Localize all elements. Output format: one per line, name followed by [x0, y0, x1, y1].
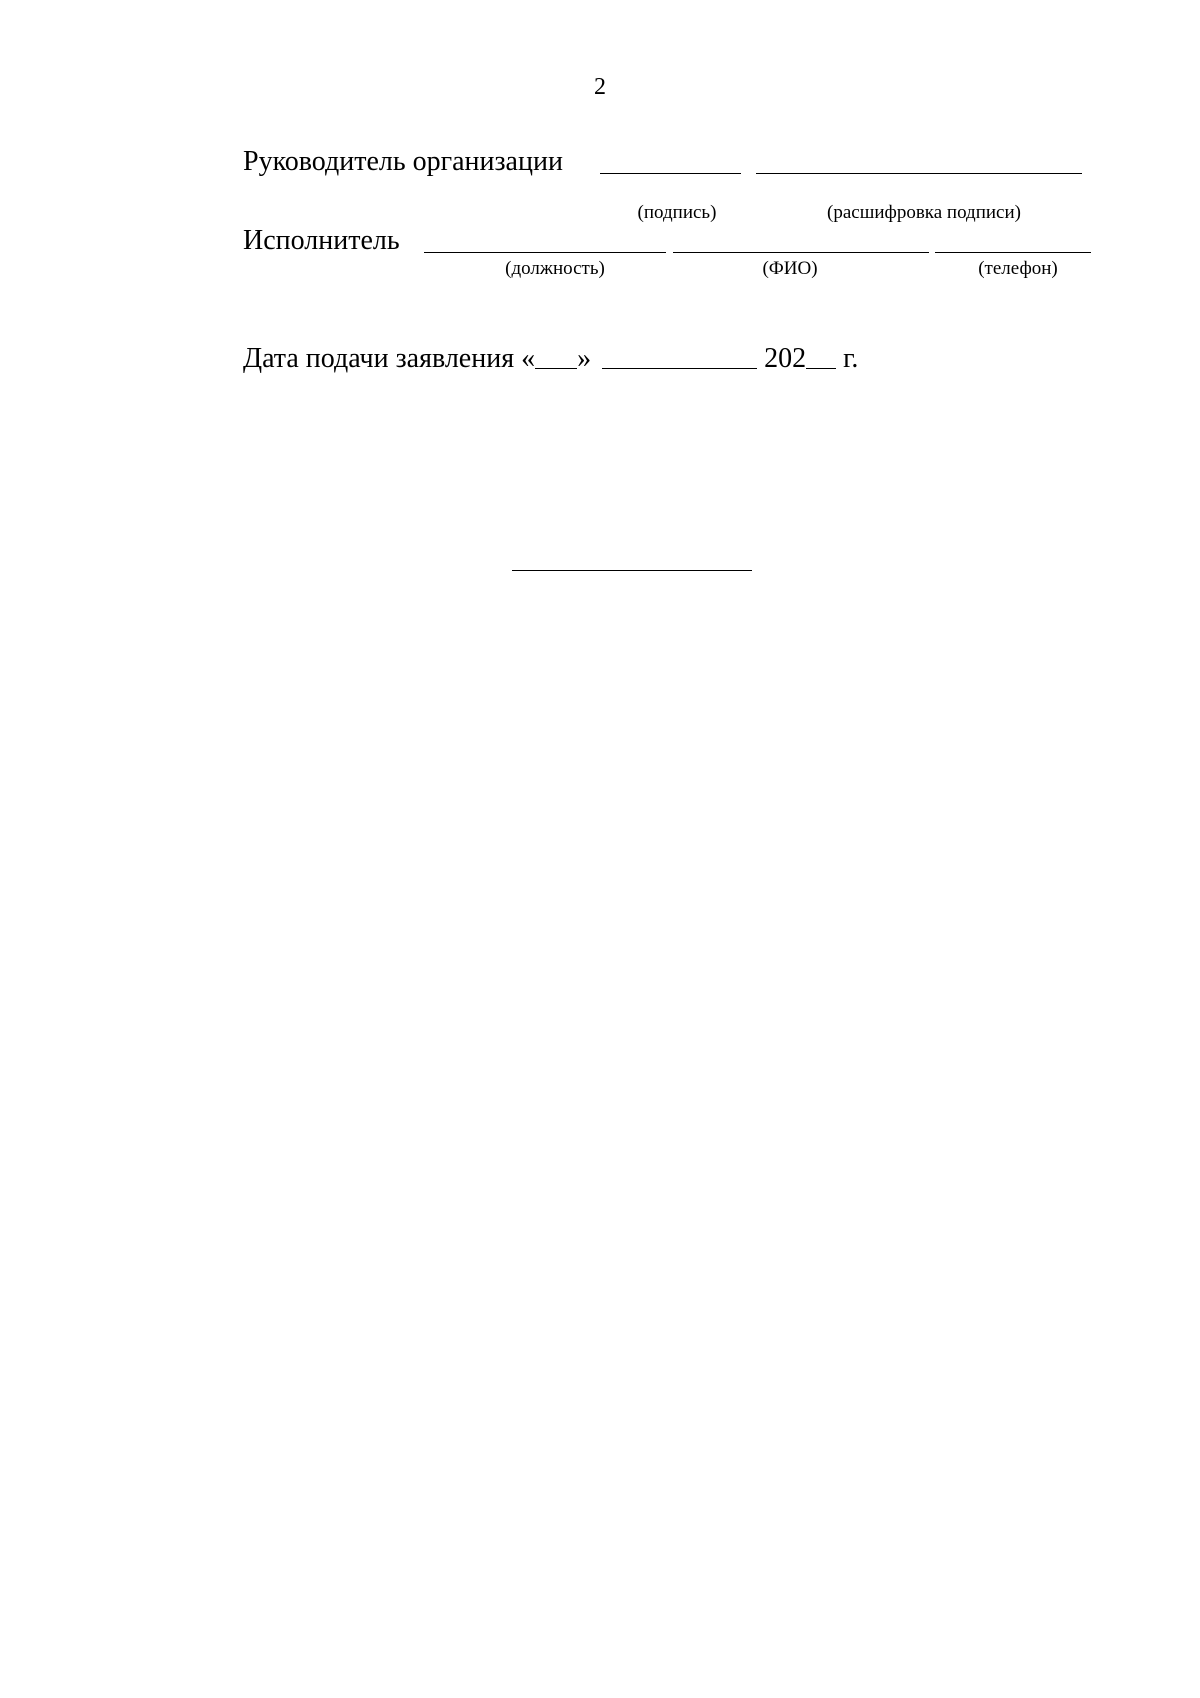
closing-separator-line — [512, 570, 752, 571]
page-number: 2 — [594, 74, 606, 100]
close-quote: » — [577, 343, 592, 374]
signature-decryption-caption: (расшифровка подписи) — [827, 202, 1021, 223]
executor-label: Исполнитель — [243, 225, 400, 256]
application-date-line — [243, 343, 858, 375]
year-suffix: г. — [843, 343, 859, 374]
signature-decryption-blank-line[interactable] — [756, 173, 1082, 174]
signature-caption: (подпись) — [637, 202, 717, 223]
signature-blank-line[interactable] — [600, 173, 741, 174]
phone-blank-line[interactable] — [935, 252, 1091, 253]
full-name-blank-line[interactable] — [673, 252, 929, 253]
month-blank[interactable] — [602, 368, 757, 369]
application-date-label: Дата подачи заявления — [243, 343, 515, 374]
head-of-organization-label: Руководитель организации — [243, 146, 563, 177]
position-caption: (должность) — [505, 258, 605, 279]
phone-caption: (телефон) — [978, 258, 1058, 279]
year-blank[interactable] — [806, 368, 836, 369]
open-quote: « — [521, 343, 536, 374]
day-blank[interactable] — [535, 368, 577, 369]
position-blank-line[interactable] — [424, 252, 666, 253]
year-prefix: 202 — [764, 343, 807, 374]
full-name-caption: (ФИО) — [762, 258, 818, 279]
